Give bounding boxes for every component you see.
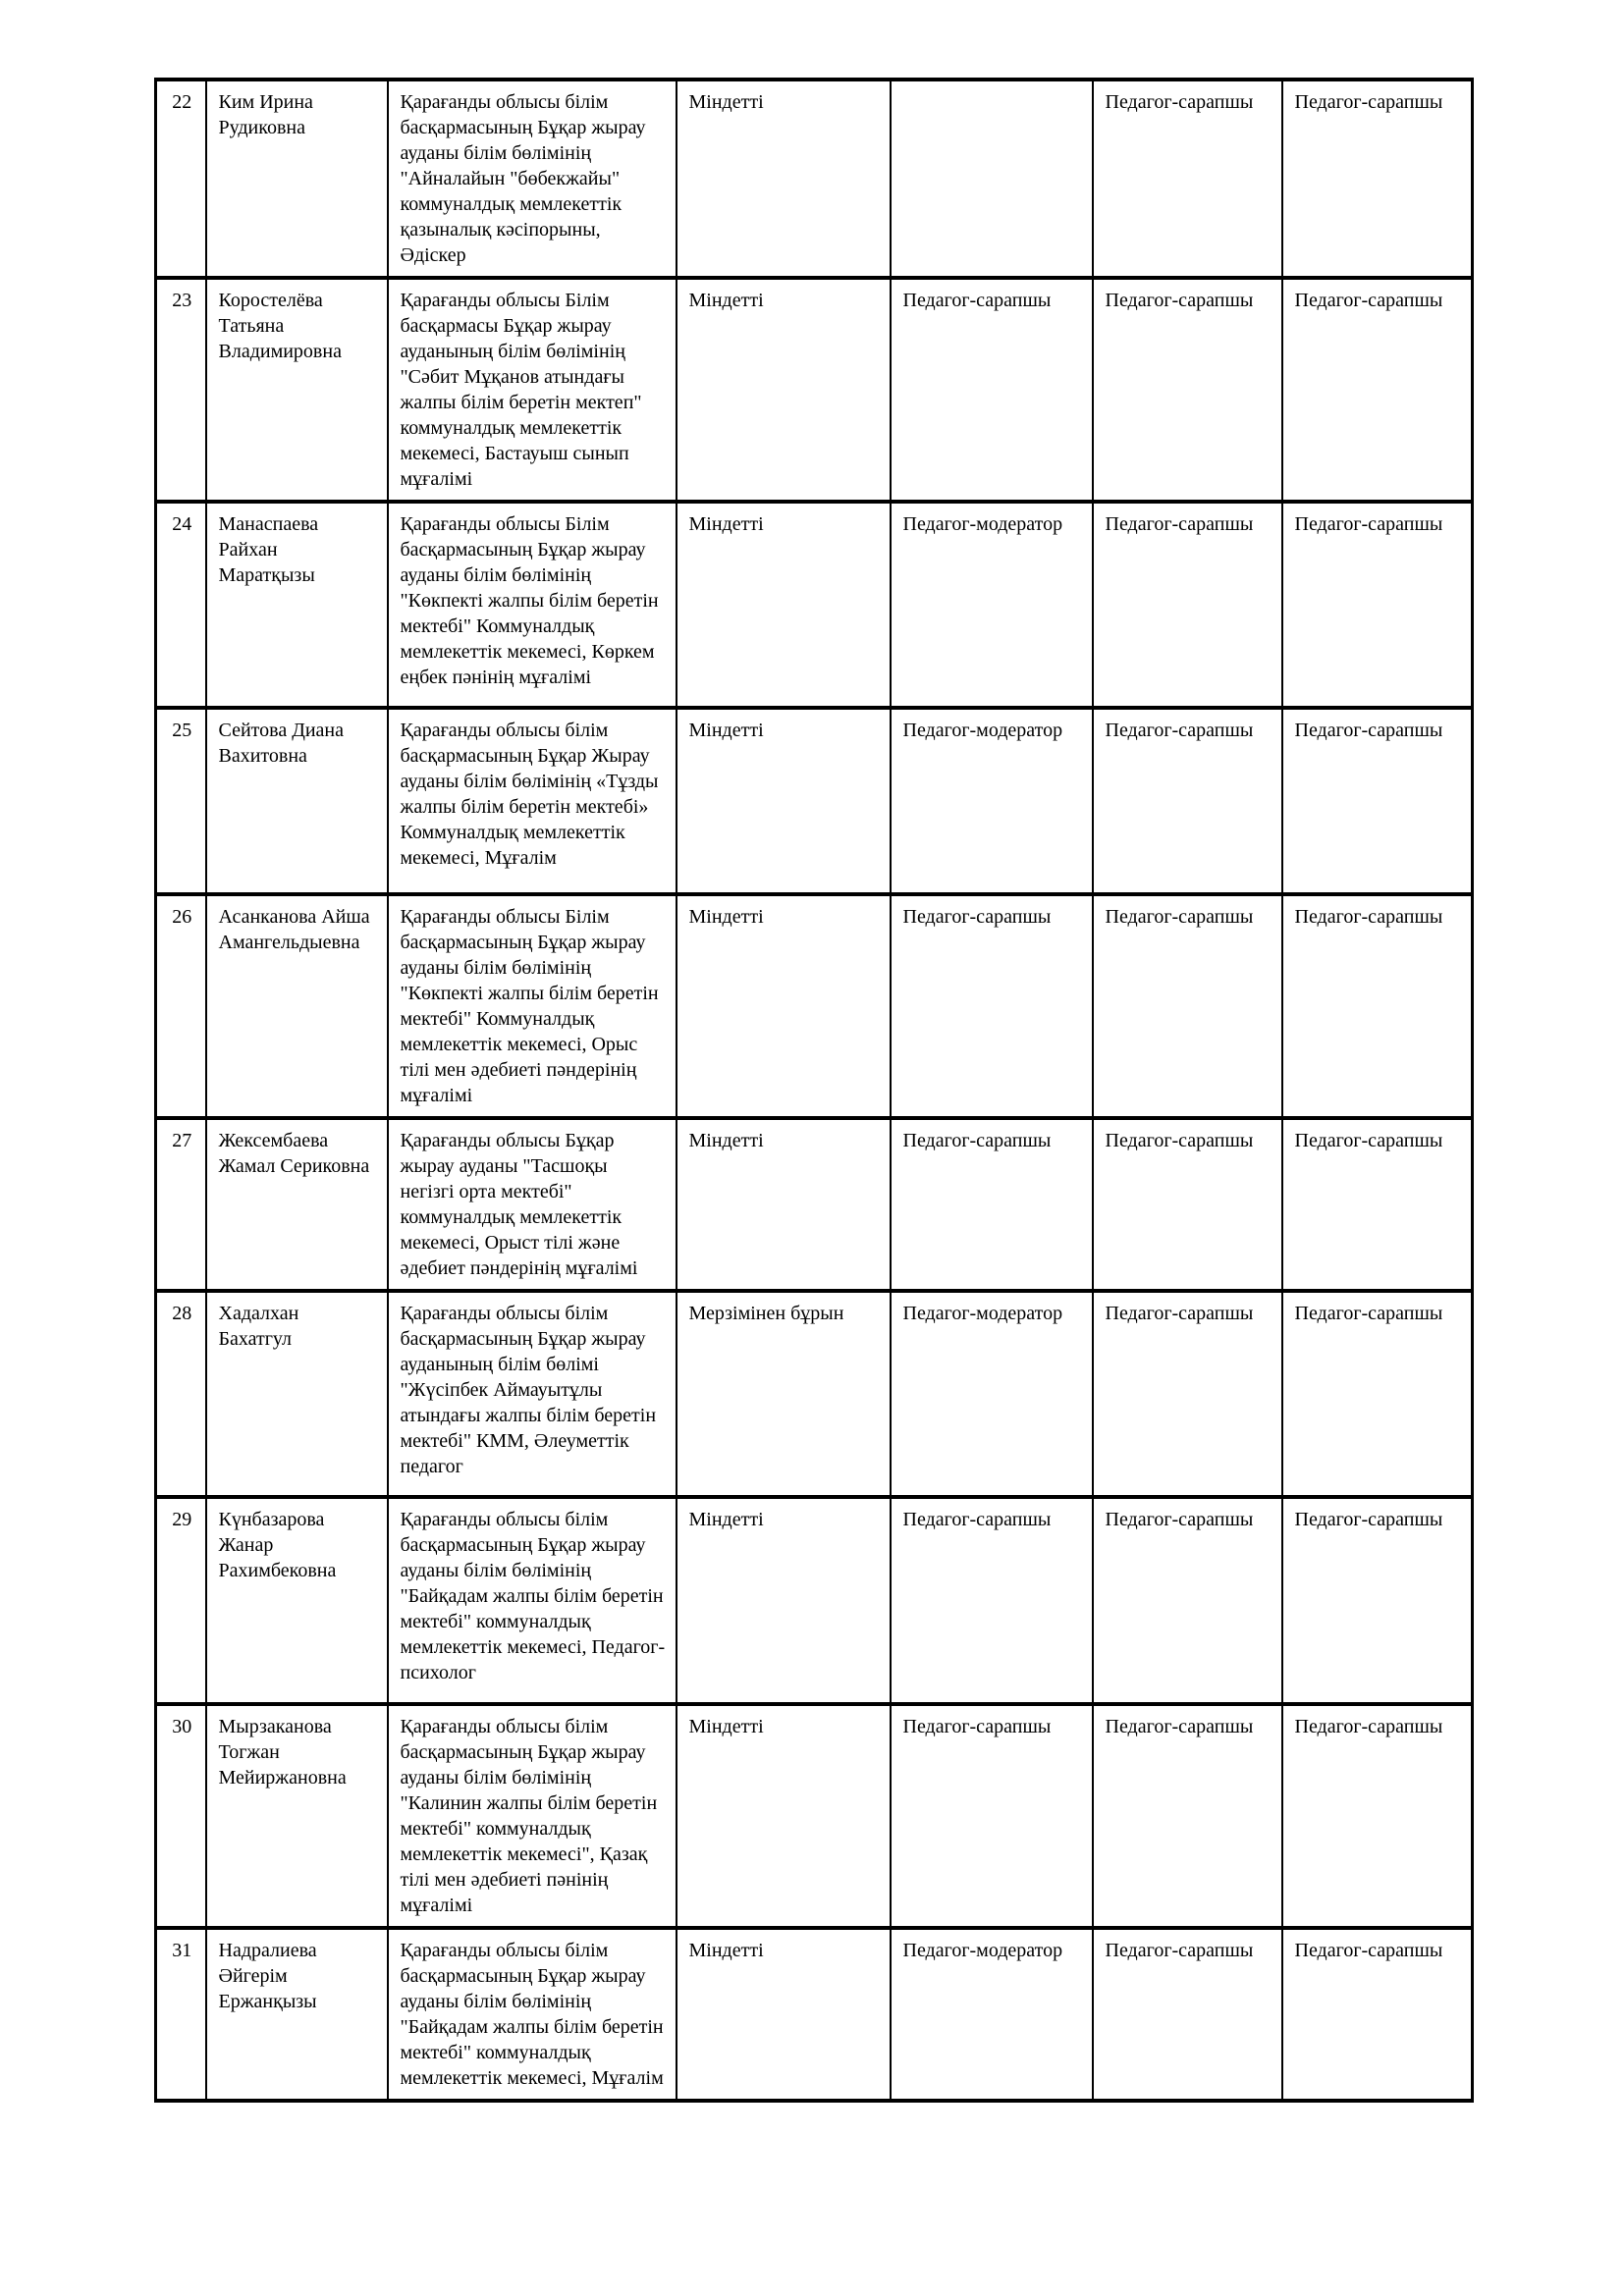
table-row	[156, 1704, 1473, 1928]
table-row	[156, 708, 1473, 894]
workplace-position: Қарағанды облысы білім басқармасының Бұқар жырау ауданының білім бөлімі "Жүсіпбек Аймауытұлы атындағы жалпы білім беретін мектебі" КММ, Әлеуметтік педагог	[400, 1303, 657, 1477]
full-name-cell	[206, 278, 388, 502]
category-2: Педагог-сарапшы	[1105, 1303, 1254, 1324]
attestation-type-cell	[677, 1928, 891, 2101]
row-number: 22	[172, 91, 192, 113]
attestation-type-cell	[677, 278, 891, 502]
full-name-cell	[206, 80, 388, 278]
table-row	[156, 1497, 1473, 1704]
attestation-type-cell	[677, 502, 891, 708]
category-3-cell	[1282, 278, 1473, 502]
category-3: Педагог-сарапшы	[1294, 290, 1443, 311]
category-1-cell	[891, 502, 1093, 708]
row-number: 25	[172, 720, 192, 741]
category-1-cell	[891, 708, 1093, 894]
category-2: Педагог-сарапшы	[1105, 513, 1254, 535]
full-name: Мырзаканова Тогжан Мейиржановна	[218, 1716, 347, 1789]
category-3: Педагог-сарапшы	[1294, 906, 1443, 928]
full-name: Жексембаева Жамал Сериковна	[218, 1130, 370, 1177]
category-2: Педагог-сарапшы	[1105, 1716, 1254, 1737]
category-1: Педагог-сарапшы	[902, 1130, 1052, 1151]
full-name-cell	[206, 1704, 388, 1928]
attestation-type: Міндетті	[688, 290, 764, 311]
workplace-position-cell	[388, 1291, 677, 1497]
category-2-cell	[1093, 278, 1282, 502]
attestation-type-cell	[677, 80, 891, 278]
table-row	[156, 278, 1473, 502]
workplace-position: Қарағанды облысы білім басқармасының Бұқар Жырау ауданы білім бөлімінің «Тұзды жалпы білім беретін мектебі» Коммуналдық мемлекеттік мекемесі, Мұғалім	[400, 720, 659, 869]
category-3: Педагог-сарапшы	[1294, 1130, 1443, 1151]
category-1: Педагог-сарапшы	[902, 1716, 1052, 1737]
category-3: Педагог-сарапшы	[1294, 513, 1443, 535]
workplace-position: Қарағанды облысы Білім басқармасының Бұқар жырау ауданы білім бөлімінің "Көкпекті жалпы білім беретін мектебі" Коммуналдық мемлекеттік мекемесі, Орыс тілі мен әдебиеті пәндерінің мұғалімі	[400, 906, 659, 1106]
category-1: Педагог-сарапшы	[902, 1509, 1052, 1530]
workplace-position: Қарағанды облысы Білім басқармасының Бұқар жырау ауданы білім бөлімінің "Көкпекті жалпы білім беретін мектебі" Коммуналдық мемлекеттік мекемесі, Көркем еңбек пәнінің мұғалімі	[400, 513, 659, 688]
row-number-cell	[156, 1118, 206, 1291]
workplace-position-cell	[388, 1928, 677, 2101]
row-number: 27	[172, 1130, 192, 1151]
row-number: 28	[172, 1303, 192, 1324]
attestation-type-cell	[677, 1118, 891, 1291]
workplace-position: Қарағанды облысы Бұқар жырау ауданы "Тасшоқы негізгі орта мектебі" коммуналдық мемлекеттік мекемесі, Орыст тілі және әдебиет пәндерінің мұғалімі	[400, 1130, 638, 1279]
full-name-cell	[206, 502, 388, 708]
category-1-cell	[891, 80, 1093, 278]
attestation-type-cell	[677, 894, 891, 1118]
category-3-cell	[1282, 708, 1473, 894]
category-3-cell	[1282, 502, 1473, 708]
category-3-cell	[1282, 80, 1473, 278]
category-1: Педагог-сарапшы	[902, 290, 1052, 311]
category-1-cell	[891, 278, 1093, 502]
category-1-cell	[891, 1118, 1093, 1291]
full-name-cell	[206, 894, 388, 1118]
row-number-cell	[156, 894, 206, 1118]
category-3: Педагог-сарапшы	[1294, 1716, 1443, 1737]
row-number-cell	[156, 1704, 206, 1928]
category-3-cell	[1282, 1291, 1473, 1497]
attestation-type: Міндетті	[688, 1940, 764, 1961]
category-2-cell	[1093, 502, 1282, 708]
full-name: Асанканова Айша Амангельдыевна	[218, 906, 370, 953]
category-2-cell	[1093, 1118, 1282, 1291]
row-number: 26	[172, 906, 192, 928]
full-name: Коростелёва Татьяна Владимировна	[218, 290, 342, 362]
category-1-cell	[891, 1928, 1093, 2101]
full-name: Хадалхан Бахатгул	[218, 1303, 299, 1350]
category-1-cell	[891, 894, 1093, 1118]
row-number: 24	[172, 513, 192, 535]
category-1: Педагог-модератор	[902, 1303, 1063, 1324]
table-row	[156, 502, 1473, 708]
full-name: Ким Ирина Рудиковна	[218, 91, 313, 138]
row-number: 29	[172, 1509, 192, 1530]
workplace-position-cell	[388, 708, 677, 894]
attestation-type: Мерзімінен бұрын	[688, 1303, 844, 1324]
attestation-type-cell	[677, 1497, 891, 1704]
full-name: Күнбазарова Жанар Рахимбековна	[218, 1509, 337, 1581]
full-name-cell	[206, 1497, 388, 1704]
category-2-cell	[1093, 1704, 1282, 1928]
category-2-cell	[1093, 1928, 1282, 2101]
full-name: Манаспаева Райхан Маратқызы	[218, 513, 319, 586]
workplace-position-cell	[388, 1704, 677, 1928]
row-number-cell	[156, 1291, 206, 1497]
table-body	[156, 80, 1473, 2101]
category-3-cell	[1282, 1928, 1473, 2101]
full-name-cell	[206, 1291, 388, 1497]
category-2: Педагог-сарапшы	[1105, 91, 1254, 113]
attestation-type: Міндетті	[688, 1130, 764, 1151]
attestation-type: Міндетті	[688, 513, 764, 535]
category-2-cell	[1093, 1291, 1282, 1497]
row-number-cell	[156, 1497, 206, 1704]
attestation-type-cell	[677, 1704, 891, 1928]
attestation-type: Міндетті	[688, 1716, 764, 1737]
row-number: 30	[172, 1716, 192, 1737]
row-number-cell	[156, 80, 206, 278]
category-3: Педагог-сарапшы	[1294, 1509, 1443, 1530]
workplace-position-cell	[388, 1497, 677, 1704]
row-number: 23	[172, 290, 192, 311]
attestation-type-cell	[677, 708, 891, 894]
row-number-cell	[156, 278, 206, 502]
attestation-type: Міндетті	[688, 720, 764, 741]
category-3: Педагог-сарапшы	[1294, 720, 1443, 741]
workplace-position: Қарағанды облысы білім басқармасының Бұқар жырау ауданы білім бөлімінің "Айналайын "бөбекжайы" коммуналдық мемлекеттік қазыналық кәсіпорыны, Әдіскер	[400, 91, 646, 266]
category-3-cell	[1282, 1704, 1473, 1928]
full-name: Сейтова Диана Вахитовна	[218, 720, 344, 767]
workplace-position-cell	[388, 80, 677, 278]
category-2: Педагог-сарапшы	[1105, 1940, 1254, 1961]
full-name-cell	[206, 708, 388, 894]
category-2-cell	[1093, 894, 1282, 1118]
attestation-table	[154, 78, 1474, 2103]
category-3-cell	[1282, 894, 1473, 1118]
category-2-cell	[1093, 708, 1282, 894]
attestation-type-cell	[677, 1291, 891, 1497]
category-3: Педагог-сарапшы	[1294, 1303, 1443, 1324]
workplace-position-cell	[388, 1118, 677, 1291]
category-3: Педагог-сарапшы	[1294, 1940, 1443, 1961]
table-row	[156, 1291, 1473, 1497]
category-2-cell	[1093, 80, 1282, 278]
attestation-type: Міндетті	[688, 906, 764, 928]
category-2: Педагог-сарапшы	[1105, 1130, 1254, 1151]
category-1: Педагог-модератор	[902, 513, 1063, 535]
workplace-position: Қарағанды облысы Білім басқармасы Бұқар жырау ауданының білім бөлімінің "Сәбит Мұқанов атындағы жалпы білім беретін мектеп" коммуналдық мемлекеттік мекемесі, Бастауыш сынып мұғалімі	[400, 290, 642, 490]
category-1-cell	[891, 1291, 1093, 1497]
row-number-cell	[156, 502, 206, 708]
table-row	[156, 1928, 1473, 2101]
attestation-type: Міндетті	[688, 91, 764, 113]
category-2: Педагог-сарапшы	[1105, 1509, 1254, 1530]
workplace-position: Қарағанды облысы білім басқармасының Бұқар жырау ауданы білім бөлімінің "Байқадам жалпы білім беретін мектебі" коммуналдық мемлекеттік мекемесі, Мұғалім	[400, 1940, 664, 2089]
table-row	[156, 80, 1473, 278]
category-3: Педагог-сарапшы	[1294, 91, 1443, 113]
table-row	[156, 1118, 1473, 1291]
category-1-cell	[891, 1704, 1093, 1928]
workplace-position-cell	[388, 502, 677, 708]
category-3-cell	[1282, 1118, 1473, 1291]
row-number-cell	[156, 708, 206, 894]
workplace-position: Қарағанды облысы білім басқармасының Бұқар жырау ауданы білім бөлімінің "Калинин жалпы білім беретін мектебі" коммуналдық мемлекеттік мекемесі", Қазақ тілі мен әдебиеті пәнінің мұғалімі	[400, 1716, 658, 1916]
row-number: 31	[172, 1940, 192, 1961]
category-3-cell	[1282, 1497, 1473, 1704]
full-name-cell	[206, 1928, 388, 2101]
workplace-position: Қарағанды облысы білім басқармасының Бұқар жырау ауданы білім бөлімінің "Байқадам жалпы білім беретін мектебі" коммуналдық мемлекеттік мекемесі, Педагог-психолог	[400, 1509, 666, 1683]
category-2: Педагог-сарапшы	[1105, 906, 1254, 928]
category-2: Педагог-сарапшы	[1105, 720, 1254, 741]
full-name: Надралиева Әйгерім Ержанқызы	[218, 1940, 317, 2012]
category-1: Педагог-модератор	[902, 1940, 1063, 1961]
workplace-position-cell	[388, 278, 677, 502]
category-1-cell	[891, 1497, 1093, 1704]
workplace-position-cell	[388, 894, 677, 1118]
full-name-cell	[206, 1118, 388, 1291]
attestation-type: Міндетті	[688, 1509, 764, 1530]
category-1: Педагог-сарапшы	[902, 906, 1052, 928]
category-1: Педагог-модератор	[902, 720, 1063, 741]
row-number-cell	[156, 1928, 206, 2101]
category-2: Педагог-сарапшы	[1105, 290, 1254, 311]
table-row	[156, 894, 1473, 1118]
category-2-cell	[1093, 1497, 1282, 1704]
